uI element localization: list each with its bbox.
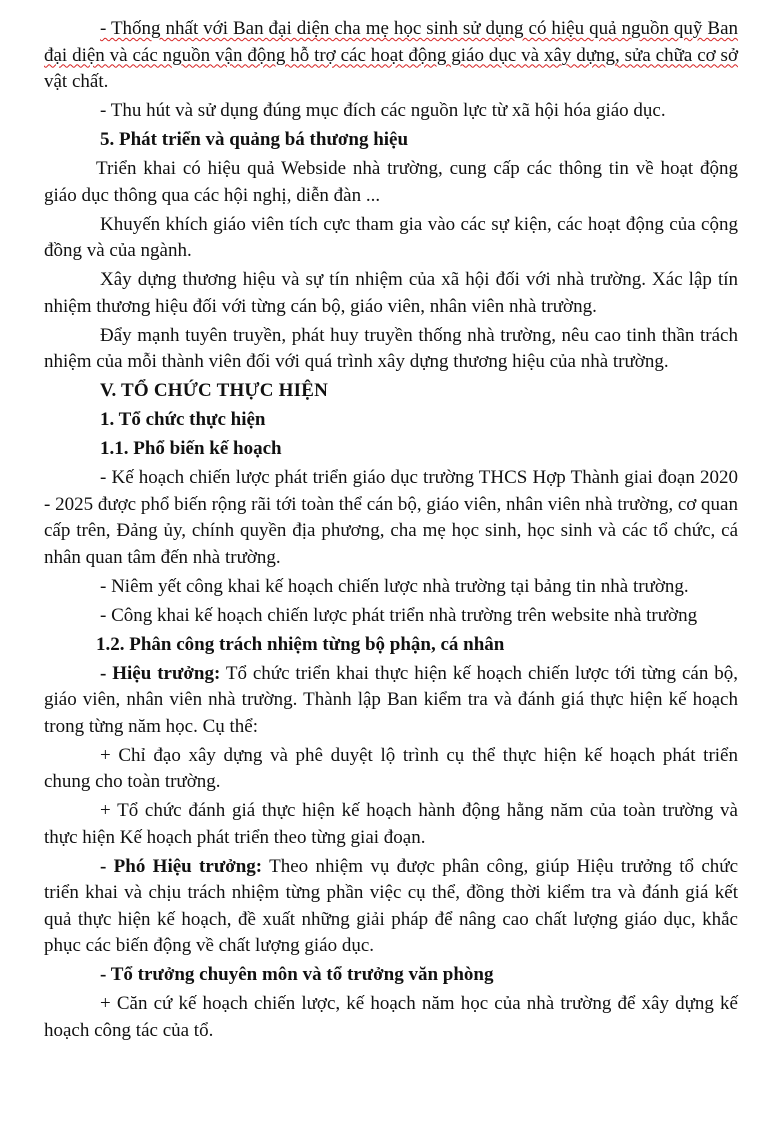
paragraph-website: Triển khai có hiệu quả Webside nhà trường, cung cấp các thông tin về hoạt động giáo dục thông qua các hội nghị, diễn đàn ... — [44, 158, 738, 206]
heading-disseminate-plan: 1.1. Phổ biến kế hoạch — [100, 438, 282, 459]
heading-brand: 5. Phát triển và quảng bá thương hiệu — [100, 129, 409, 150]
paragraph-tail: vật chất. — [44, 71, 109, 92]
paragraph-socialization: - Thu hút và sử dụng đúng mục đích các nguồn lực từ xã hội hóa giáo dục. — [100, 100, 666, 121]
paragraph-noticeboard: - Niêm yết công khai kế hoạch chiến lược nhà trường tại bảng tin nhà trường. — [100, 575, 689, 597]
paragraph-vice-principal — [44, 854, 738, 960]
role-label-principal: - Hiệu trưởng: — [100, 662, 221, 684]
spellcheck-text: - Thống nhất với Ban đại diện cha mẹ học sinh sử dụng có hiệu quả nguồn quỹ Ban đại diện và các nguồn vận động hỗ trợ các hoạt động giáo dục và xây dựng, sửa chữa cơ sở — [44, 18, 738, 66]
paragraph-principal-direct: + Chỉ đạo xây dựng và phê duyệt lộ trình cụ thể thực hiện kế hoạch phát triển chung cho toàn trường. — [44, 744, 738, 792]
paragraph-principal-evaluate: + Tổ chức đánh giá thực hiện kế hoạch hành động hằng năm của toàn trường và thực hiện Kế hoạch phát triển theo từng giai đoạn. — [44, 800, 738, 848]
section-heading-v: V. TỔ CHỨC THỰC HIỆN — [100, 380, 328, 401]
paragraph-website-publish: - Công khai kế hoạch chiến lược phát triển nhà trường trên website nhà trường — [100, 604, 698, 626]
paragraph-build-brand: Xây dựng thương hiệu và sự tín nhiệm của xã hội đối với nhà trường. Xác lập tín nhiệm thương hiệu đối với từng cán bộ, giáo viên, nhân viên nhà trường. — [44, 269, 738, 317]
vice-principal-text: Theo nhiệm vụ được phân công, giúp Hiệu trưởng tổ chức triển khai và chịu trách nhiệm từng phần việc cụ thể, đồng thời kiểm tra và đánh giá kết quả thực hiện kế hoạch, đề xuất những giải pháp để nâng cao chất lượng giáo dục, khắc phục các biến động về chất lượng giáo dục. — [44, 855, 738, 956]
heading-team-leaders: - Tổ trưởng chuyên môn và tổ trưởng văn phòng — [100, 964, 494, 985]
document-page — [44, 16, 738, 1047]
paragraph-parent-fund — [44, 16, 738, 96]
paragraph-plan-dissemination: - Kế hoạch chiến lược phát triển giáo dục trường THCS Hợp Thành giai đoạn 2020 - 2025 được phổ biến rộng rãi tới toàn thể cán bộ, giáo viên, nhân viên nhà trường, cơ quan cấp trên, Đảng ủy, chính quyền địa phương, cha mẹ học sinh, học sinh và các tổ chức, cá nhân quan tâm đến nhà trường. — [44, 467, 738, 568]
heading-organize: 1. Tổ chức thực hiện — [100, 409, 266, 430]
heading-responsibilities: 1.2. Phân công trách nhiệm từng bộ phận, cá nhân — [96, 633, 505, 655]
paragraph-encourage-teachers: Khuyến khích giáo viên tích cực tham gia vào các sự kiện, các hoạt động của cộng đồng và của ngành. — [44, 213, 738, 261]
paragraph-promote-tradition: Đẩy mạnh tuyên truyền, phát huy truyền thống nhà trường, nêu cao tinh thần trách nhiệm của mỗi thành viên đối với quá trình xây dựng thương hiệu của nhà trường. — [44, 324, 738, 372]
role-label-vice-principal: - Phó Hiệu trưởng: — [100, 855, 263, 877]
paragraph-team-plan: + Căn cứ kế hoạch chiến lược, kế hoạch năm học của nhà trường để xây dựng kế hoạch công tác của tổ. — [44, 993, 738, 1041]
paragraph-principal — [44, 661, 738, 741]
principal-text: Tổ chức triển khai thực hiện kế hoạch chiến lược tới từng cán bộ, giáo viên, nhân viên nhà trường. Thành lập Ban kiểm tra và đánh giá thực hiện kế hoạch trong từng năm học. Cụ thể: — [44, 662, 738, 737]
